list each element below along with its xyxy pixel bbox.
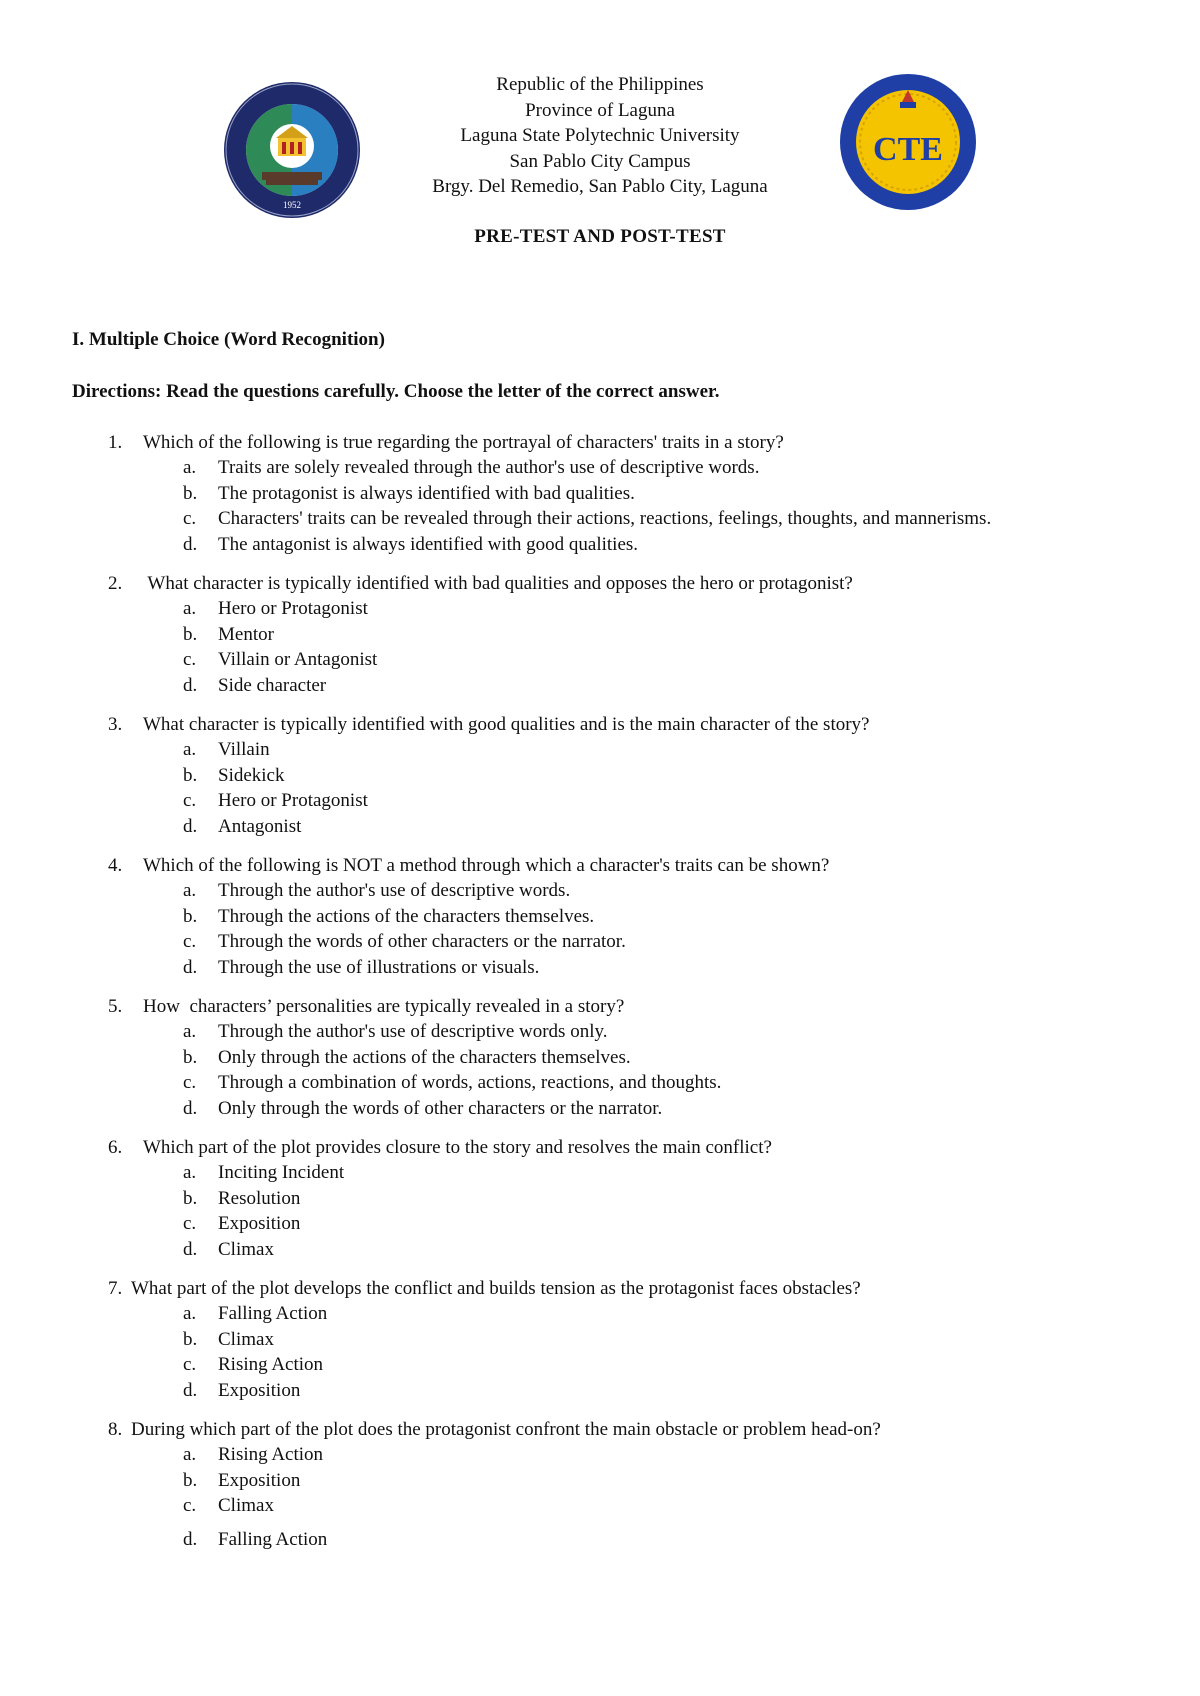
option-letter: c. (183, 1072, 197, 1093)
question-text-row (0, 430, 1200, 455)
option-letter: d. (183, 1379, 198, 1401)
question-text: During which part of the plot does the protagonist confront the main obstacle or problem head-on? (131, 1419, 881, 1440)
question-text-row (0, 712, 1200, 737)
header-line: Brgy. Del Remedio, San Pablo City, Laguna (432, 176, 768, 197)
answer-option (0, 1160, 1200, 1186)
answer-option (0, 814, 1200, 840)
answer-option (0, 481, 1200, 507)
question-item (0, 430, 1200, 557)
option-letter: b. (183, 482, 198, 504)
question-text-row (0, 571, 1200, 596)
option-text: Climax (218, 1328, 274, 1350)
option-letter: b. (183, 905, 198, 927)
option-text: Exposition (218, 1379, 301, 1401)
option-text: Rising Action (218, 1354, 324, 1375)
option-letter: d. (183, 674, 198, 696)
question-text: What character is typically identified with bad qualities and opposes the hero or protagonist? (143, 573, 853, 594)
question-text-row (0, 994, 1200, 1019)
answer-option (0, 929, 1200, 955)
answer-option (0, 955, 1200, 981)
option-text: Hero or Protagonist (218, 598, 368, 619)
answer-option (0, 1070, 1200, 1096)
header-line: San Pablo City Campus (509, 150, 691, 172)
header-line: Province of Laguna (525, 99, 675, 121)
question-item (0, 1276, 1200, 1403)
option-letter: a. (183, 598, 197, 619)
option-letter: d. (183, 1097, 198, 1119)
answer-option (0, 1378, 1200, 1404)
question-text: Which of the following is NOT a method through which a character's traits can be shown? (143, 855, 830, 876)
answer-option (0, 1019, 1200, 1045)
answer-option (0, 532, 1200, 558)
answer-option (0, 1211, 1200, 1237)
answer-option (0, 1527, 1200, 1553)
lspu-seal-icon (222, 80, 362, 220)
answer-option (0, 1045, 1200, 1071)
question-number: 7. (108, 1278, 123, 1299)
option-letter: b. (183, 1046, 198, 1068)
option-text: Exposition (218, 1469, 301, 1491)
answer-option (0, 1096, 1200, 1122)
option-letter: c. (183, 1495, 197, 1516)
question-text-row (0, 1276, 1200, 1301)
option-text: Sidekick (218, 764, 285, 786)
option-text: Traits are solely revealed through the author's use of descriptive words. (218, 457, 760, 478)
answer-option (0, 647, 1200, 673)
option-letter: a. (183, 1021, 197, 1042)
option-letter: a. (183, 739, 197, 760)
question-text: Which of the following is true regarding the portrayal of characters' traits in a story? (143, 432, 784, 453)
option-text: Through a combination of words, actions, reactions, and thoughts. (218, 1072, 722, 1093)
option-letter: b. (183, 1328, 198, 1350)
option-text: Exposition (218, 1213, 301, 1234)
option-text: Falling Action (218, 1528, 328, 1550)
answer-option (0, 1237, 1200, 1263)
option-letter: c. (183, 508, 197, 529)
answer-option (0, 878, 1200, 904)
option-text: Inciting Incident (218, 1162, 345, 1183)
answer-option (0, 1442, 1200, 1468)
answer-option (0, 904, 1200, 930)
question-number: 5. (108, 996, 123, 1017)
option-text: Hero or Protagonist (218, 790, 368, 811)
header-line: Republic of the Philippines (496, 74, 704, 95)
answer-option (0, 673, 1200, 699)
answer-option (0, 622, 1200, 648)
option-letter: a. (183, 1162, 197, 1183)
answer-option (0, 1352, 1200, 1378)
svg-text:CTE: CTE (873, 131, 943, 168)
option-letter: b. (183, 764, 198, 786)
answer-option (0, 788, 1200, 814)
document-title: PRE-TEST AND POST-TEST (474, 226, 726, 247)
question-number: 3. (108, 714, 123, 735)
question-item (0, 994, 1200, 1121)
option-text: Falling Action (218, 1303, 328, 1324)
option-letter: d. (183, 815, 198, 837)
header-address-block (360, 72, 840, 200)
option-text: Mentor (218, 623, 274, 645)
question-text-row (0, 1417, 1200, 1442)
option-text: Through the actions of the characters themselves. (218, 905, 595, 927)
option-letter: d. (183, 1238, 198, 1260)
option-text: Only through the actions of the characters themselves. (218, 1046, 631, 1068)
answer-option (0, 455, 1200, 481)
answer-option (0, 1327, 1200, 1353)
question-number: 4. (108, 855, 123, 876)
option-letter: c. (183, 1354, 197, 1375)
directions-text: Directions: Read the questions carefully. Choose the letter of the correct answer. (72, 381, 720, 402)
question-number: 6. (108, 1137, 123, 1158)
question-text: What part of the plot develops the conflict and builds tension as the protagonist faces obstacles? (131, 1278, 861, 1299)
question-item (0, 571, 1200, 698)
answer-option (0, 596, 1200, 622)
answer-option (0, 737, 1200, 763)
option-text: Characters' traits can be revealed through their actions, reactions, feelings, thoughts, and mannerisms. (218, 508, 992, 529)
option-letter: c. (183, 649, 197, 670)
svg-text:1952: 1952 (283, 200, 301, 210)
option-text: The protagonist is always identified with bad qualities. (218, 482, 635, 504)
question-number: 2. (108, 573, 123, 594)
option-letter: a. (183, 1303, 197, 1324)
option-letter: d. (183, 956, 198, 978)
option-text: Climax (218, 1495, 274, 1516)
question-number: 1. (108, 432, 123, 453)
option-letter: b. (183, 1187, 198, 1209)
header-line: Laguna State Polytechnic University (460, 125, 740, 146)
answer-option (0, 1493, 1200, 1519)
option-letter: b. (183, 1469, 198, 1491)
answer-option (0, 1186, 1200, 1212)
document-header (0, 72, 1200, 222)
answer-option (0, 1468, 1200, 1494)
option-text: Through the author's use of descriptive words. (218, 880, 571, 901)
question-text-row (0, 853, 1200, 878)
option-text: Through the use of illustrations or visuals. (218, 956, 540, 978)
option-letter: a. (183, 880, 197, 901)
question-text: What character is typically identified with good qualities and is the main character of the story? (143, 714, 870, 735)
question-item (0, 1135, 1200, 1262)
option-text: Through the author's use of descriptive words only. (218, 1021, 608, 1042)
answer-option (0, 1301, 1200, 1327)
option-text: Through the words of other characters or the narrator. (218, 931, 626, 952)
option-text: Only through the words of other characters or the narrator. (218, 1097, 663, 1119)
question-text-row (0, 1135, 1200, 1160)
option-text: Villain or Antagonist (218, 649, 378, 670)
option-letter: d. (183, 533, 198, 555)
option-letter: b. (183, 623, 198, 645)
question-item (0, 1417, 1200, 1552)
section-title: I. Multiple Choice (Word Recognition) (72, 329, 385, 350)
option-text: Resolution (218, 1187, 301, 1209)
option-letter: c. (183, 790, 197, 811)
question-item (0, 712, 1200, 839)
option-letter: a. (183, 457, 197, 478)
option-text: Side character (218, 674, 327, 696)
cte-seal-icon (838, 72, 978, 212)
answer-option (0, 506, 1200, 532)
question-text: Which part of the plot provides closure to the story and resolves the main conflict? (143, 1137, 772, 1158)
question-item (0, 853, 1200, 980)
option-text: Antagonist (218, 815, 302, 837)
question-number: 8. (108, 1419, 123, 1440)
option-letter: c. (183, 1213, 197, 1234)
option-text: The antagonist is always identified with good qualities. (218, 533, 639, 555)
option-letter: d. (183, 1528, 198, 1550)
option-text: Rising Action (218, 1444, 324, 1465)
option-letter: c. (183, 931, 197, 952)
option-letter: a. (183, 1444, 197, 1465)
question-text: How characters’ personalities are typically revealed in a story? (143, 996, 625, 1017)
option-text: Villain (218, 739, 270, 760)
option-text: Climax (218, 1238, 274, 1260)
answer-option (0, 763, 1200, 789)
